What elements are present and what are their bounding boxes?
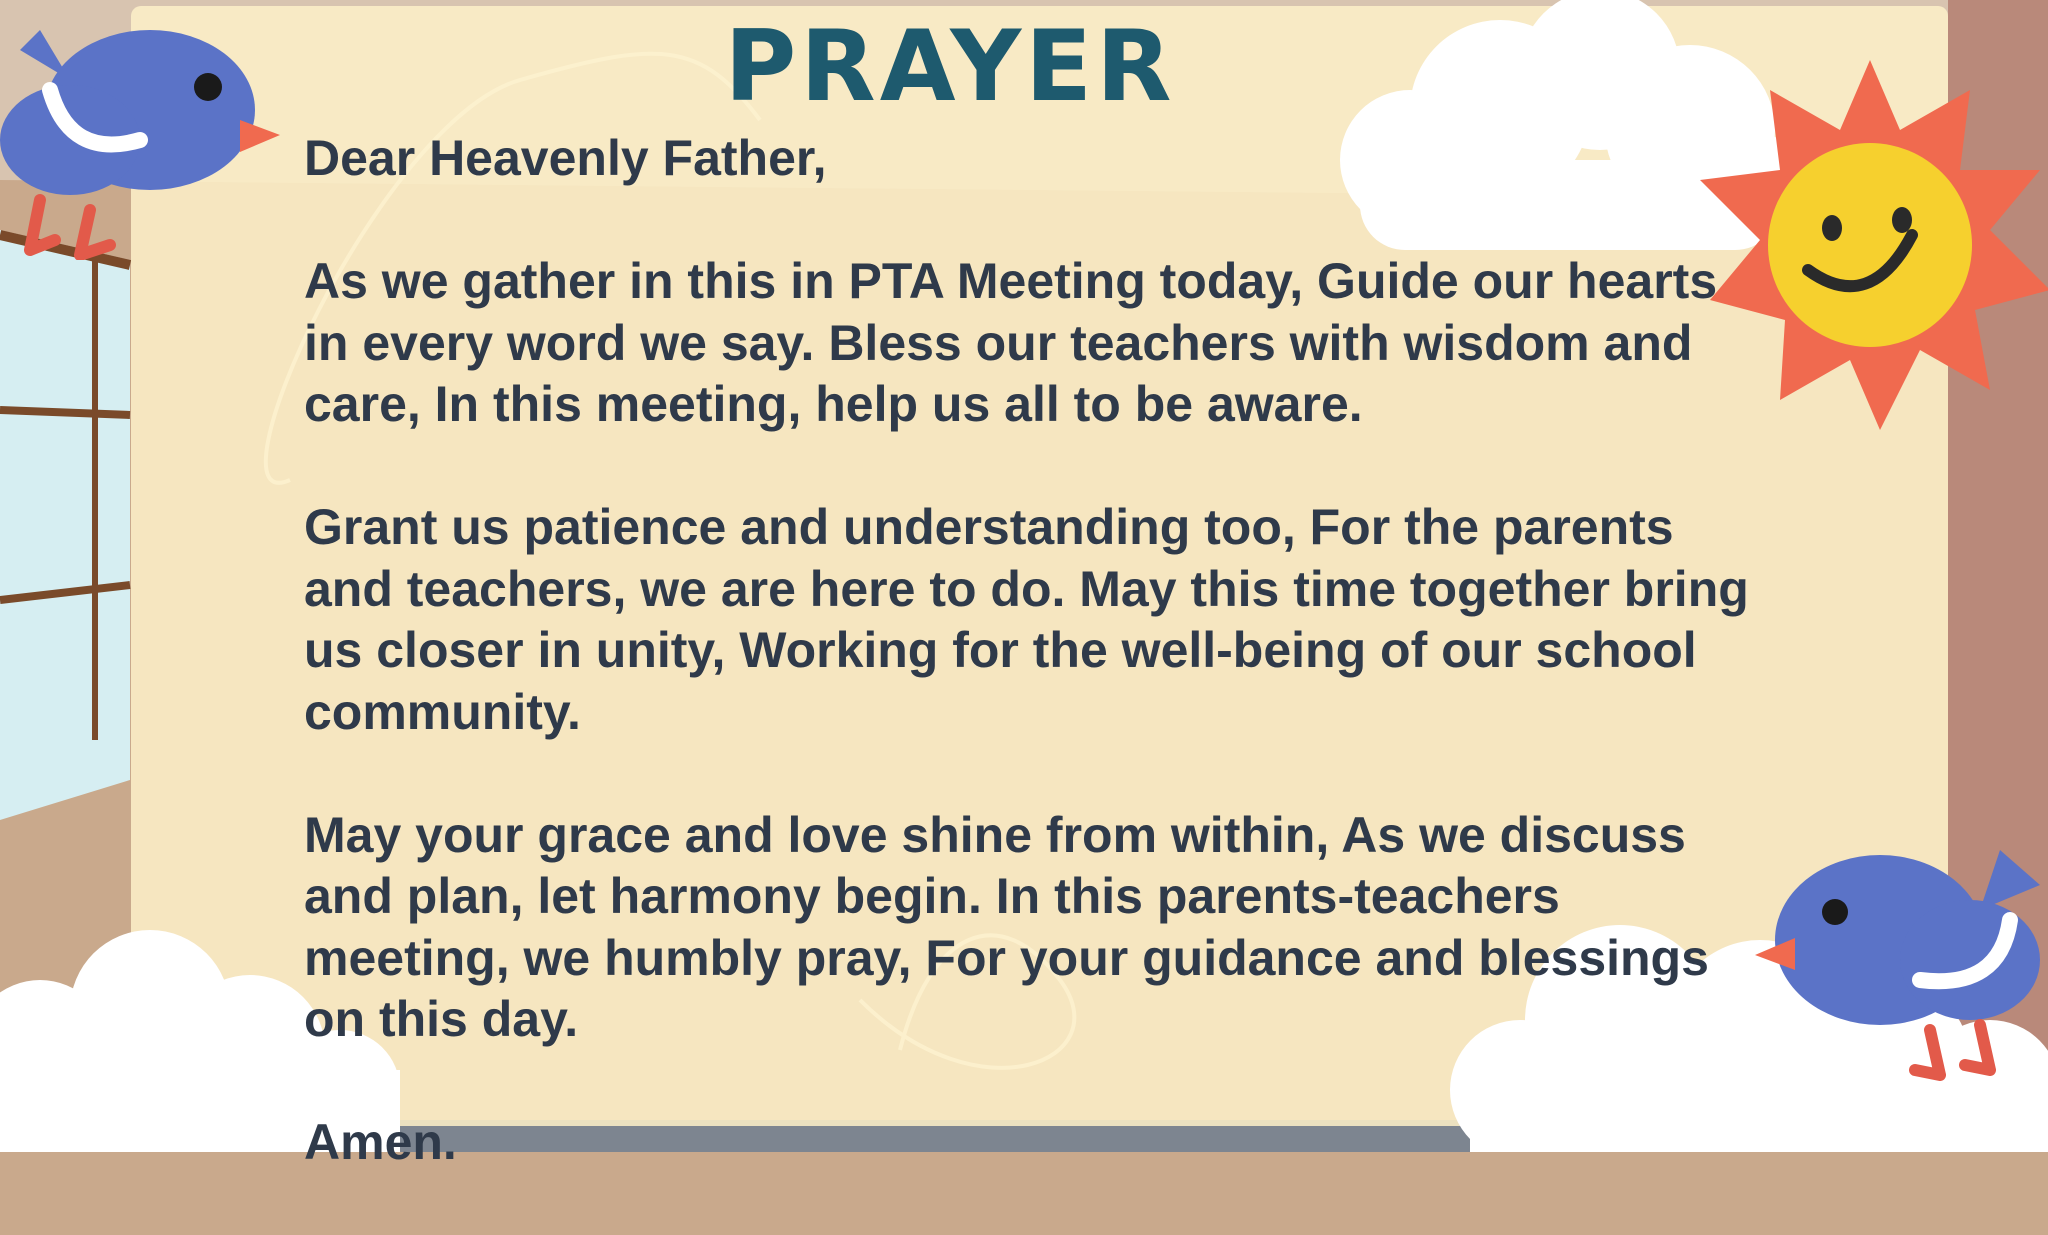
- bird-icon: [1750, 830, 2048, 1090]
- slide-title: PRAYER: [724, 10, 1176, 124]
- prayer-paragraph: May your grace and love shine from within, As we discuss and plan, let harmony begin. In this parents-teachers meeting, we humbly pray, For your guidance and blessings on this day.: [304, 806, 1709, 1047]
- prayer-greeting: Dear Heavenly Father,: [304, 130, 827, 186]
- bird-icon: [0, 10, 290, 260]
- prayer-paragraph: Grant us patience and understanding too, For the parents and teachers, we are here to do. May this time together bring us closer in unity, Working for the well-being of our school community.: [304, 499, 1749, 740]
- prayer-paragraph: As we gather in this in PTA Meeting today, Guide our hearts in every word we say. Bless our teachers with wisdom and care, In this meeting, help us all to be aware.: [304, 253, 1718, 432]
- prayer-closing: Amen.: [304, 1114, 457, 1170]
- prayer-text: [304, 128, 1764, 1235]
